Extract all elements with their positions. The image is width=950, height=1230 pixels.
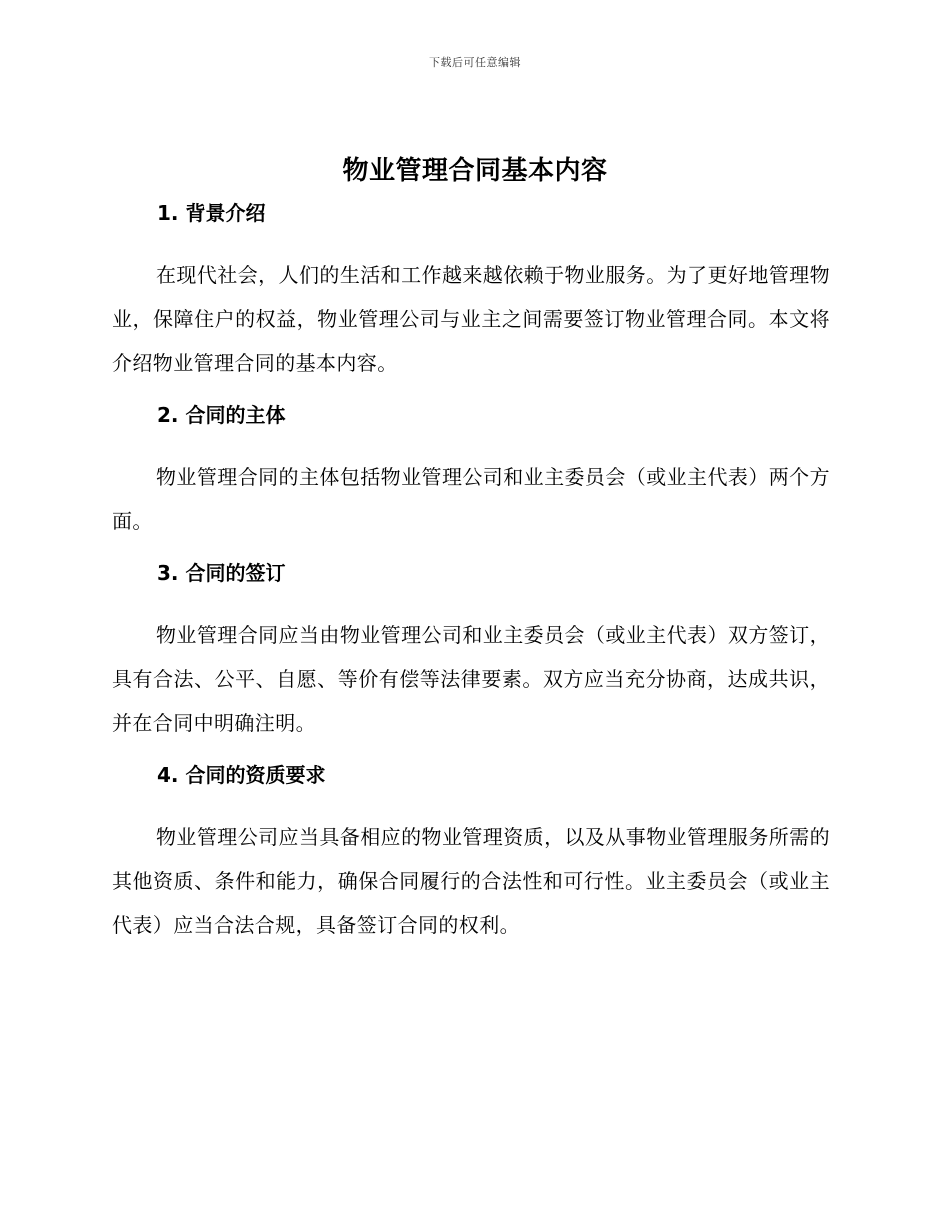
header-note: 下载后可任意编辑 (429, 56, 521, 69)
section-heading-qualifications: 4. 合同的资质要求 (157, 763, 326, 787)
section-heading-signing: 3. 合同的签订 (157, 561, 286, 585)
section-body-qualifications: 物业管理公司应当具备相应的物业管理资质，以及从事物业管理服务所需的其他资质、条件和能力，确保合同履行的合法性和可行性。业主委员会（或业主代表）应当合法合规，具备签订合同的权利。 (112, 825, 830, 937)
section-body-parties: 物业管理合同的主体包括物业管理公司和业主委员会（或业主代表）两个方面。 (112, 465, 830, 533)
document-body (112, 198, 830, 947)
section-body-background: 在现代社会，人们的生活和工作越来越依赖于物业服务。为了更好地管理物业，保障住户的权益，物业管理公司与业主之间需要签订物业管理合同。本文将介绍物业管理合同的基本内容。 (112, 263, 830, 375)
document-title: 物业管理合同基本内容 (342, 156, 608, 186)
section-heading-background: 1. 背景介绍 (157, 201, 266, 225)
section-heading-parties: 2. 合同的主体 (157, 403, 286, 427)
section-body-signing: 物业管理合同应当由物业管理公司和业主委员会（或业主代表）双方签订，具有合法、公平、自愿、等价有偿等法律要素。双方应当充分协商，达成共识，并在合同中明确注明。 (112, 623, 830, 735)
